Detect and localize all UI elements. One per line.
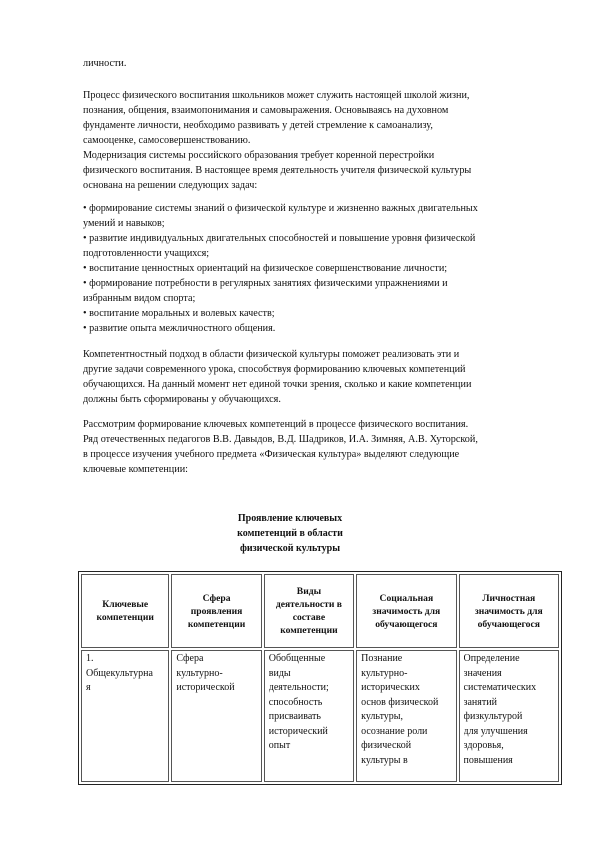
paragraph: [83, 347, 553, 407]
cell-line: физкультурой: [463, 711, 523, 722]
table-header-cell: [264, 574, 354, 648]
table-header-cell: [356, 574, 456, 648]
paragraph: [83, 148, 553, 193]
cell-line: деятельности;: [268, 682, 329, 693]
cell-line: культуры,: [361, 711, 404, 722]
cell-line: Сфера: [176, 653, 204, 664]
paragraph-line: обучающихся. На данный момент нет единой точки зрения, сколько и какие компетенции: [83, 379, 472, 390]
paragraph: [83, 88, 553, 148]
cell-line: здоровья,: [463, 740, 504, 751]
header-line: Социальная: [379, 592, 434, 604]
paragraph-line: умений и навыков;: [83, 218, 165, 229]
paragraph-line: должны быть сформированы у обучающихся.: [83, 394, 281, 405]
paragraph-line: • воспитание ценностных ориентаций на физическое совершенствование личности;: [83, 263, 448, 274]
table-cell: [356, 650, 456, 782]
header-line: Личностная: [482, 592, 536, 604]
header-line: значимость для: [372, 605, 441, 617]
paragraph-line: Рассмотрим формирование ключевых компетенций в процессе физического воспитания.: [83, 419, 469, 430]
header-line: значимость для: [474, 605, 543, 617]
paragraph-line: физического воспитания. В настоящее время деятельность учителя физической культуры: [83, 165, 472, 176]
header-line: проявления: [190, 605, 243, 617]
paragraph-line: Процесс физического воспитания школьников может служить настоящей школой жизни,: [83, 90, 470, 101]
paragraph-line: • воспитание моральных и волевых качеств;: [83, 308, 275, 319]
cell-content: [86, 652, 164, 776]
header-line: обучающегося: [375, 618, 438, 630]
cell-line: Познание: [361, 653, 403, 664]
cell-line: Обобщенные: [268, 653, 326, 664]
header-line: компетенции: [280, 625, 338, 636]
paragraph: [83, 417, 553, 477]
header-line: компетенции: [187, 618, 246, 630]
cell-line: основ физической: [361, 696, 439, 708]
paragraph-line: личности.: [83, 58, 127, 69]
table-cell: [81, 650, 169, 782]
paragraph-line: в процессе изучения учебного предмета «Физическая культура» выделяют следующие: [83, 449, 460, 460]
cell-content: [464, 652, 554, 776]
cell-line: систематических: [463, 682, 537, 693]
table-row: [81, 650, 559, 782]
header-line: Виды: [296, 586, 322, 597]
header-line: Сфера: [202, 592, 231, 604]
header-line: деятельности в: [275, 599, 342, 610]
paragraph-line: • развитие опыта межличностного общения.: [83, 323, 276, 334]
cell-line: исторический: [268, 725, 328, 737]
paragraph-line: Ряд отечественных педагогов В.В. Давыдов, В.Д. Шадриков, И.А. Зимняя, А.В. Хуторской,: [83, 434, 478, 445]
table-header-cell: [81, 574, 169, 648]
paragraph-line: Компетентностный подход в области физической культуры поможет реализовать эти и: [83, 349, 460, 360]
cell-line: культурно-: [176, 667, 223, 679]
paragraph: [83, 56, 553, 71]
table-cell: [171, 650, 261, 782]
paragraph-line: • формирование системы знаний о физической культуре и жизненно важных двигательных: [83, 203, 478, 214]
paragraph-line: ключевые компетенции:: [83, 464, 188, 475]
cell-line: Общекультурна: [86, 667, 153, 679]
cell-line: физической: [361, 740, 412, 751]
table-title-line: Проявление ключевых: [237, 513, 343, 524]
paragraph-line: познания, общения, взаимопонимания и самовыражения. Основываясь на духовном: [83, 105, 449, 116]
cell-line: культуры в: [361, 754, 408, 766]
paragraph: [83, 201, 553, 336]
cell-line: повышения: [463, 754, 513, 766]
cell-line: исторической: [176, 682, 235, 693]
cell-line: культурно-: [361, 667, 408, 679]
cell-line: присваивать: [268, 711, 321, 722]
cell-content: [176, 652, 256, 776]
cell-line: осознание роли: [361, 725, 428, 737]
header-line: составе: [292, 612, 326, 623]
header-line: Ключевые: [102, 599, 149, 610]
cell-line: значения: [463, 667, 502, 679]
paragraph-line: • формирование потребности в регулярных занятиях физическими упражнениями и: [83, 278, 448, 289]
paragraph-line: фундаменте личности, необходимо развивать у детей стремление к самоанализу,: [83, 120, 433, 131]
cell-line: для улучшения: [463, 725, 528, 737]
table-header-row: [81, 574, 559, 648]
cell-content: [269, 652, 349, 776]
header-line: обучающегося: [477, 618, 540, 630]
paragraph-line: избранным видом спорта;: [83, 293, 196, 304]
header-line: компетенции: [96, 612, 154, 623]
paragraph-line: • развитие индивидуальных двигательных способностей и повышение уровня физической: [83, 233, 476, 244]
table-cell: [459, 650, 559, 782]
table-title-line: компетенций в области: [237, 528, 343, 539]
cell-content: [361, 652, 451, 776]
cell-line: Определение: [463, 653, 520, 664]
paragraph-line: самооценке, самосовершенствованию.: [83, 135, 251, 146]
table-header-cell: [171, 574, 261, 648]
paragraph-line: другие задачи современного урока, способствуя формированию ключевых компетенций: [83, 364, 466, 375]
cell-line: опыт: [268, 740, 291, 751]
table-title-line: физической культуры: [239, 543, 341, 554]
paragraph-line: подготовленности учащихся;: [83, 248, 210, 259]
cell-line: виды: [268, 667, 291, 679]
cell-line: 1.: [86, 653, 94, 664]
table-cell: [264, 650, 354, 782]
paragraph-line: основана на решении следующих задач:: [83, 180, 258, 191]
cell-line: занятий: [463, 696, 497, 708]
table-header-cell: [459, 574, 559, 648]
table-title: [200, 511, 380, 556]
cell-line: я: [86, 682, 91, 693]
cell-line: способность: [268, 696, 323, 708]
cell-line: исторических: [361, 682, 420, 693]
competencies-table: [78, 571, 562, 785]
paragraph-line: Модернизация системы российского образования требует коренной перестройки: [83, 150, 435, 161]
